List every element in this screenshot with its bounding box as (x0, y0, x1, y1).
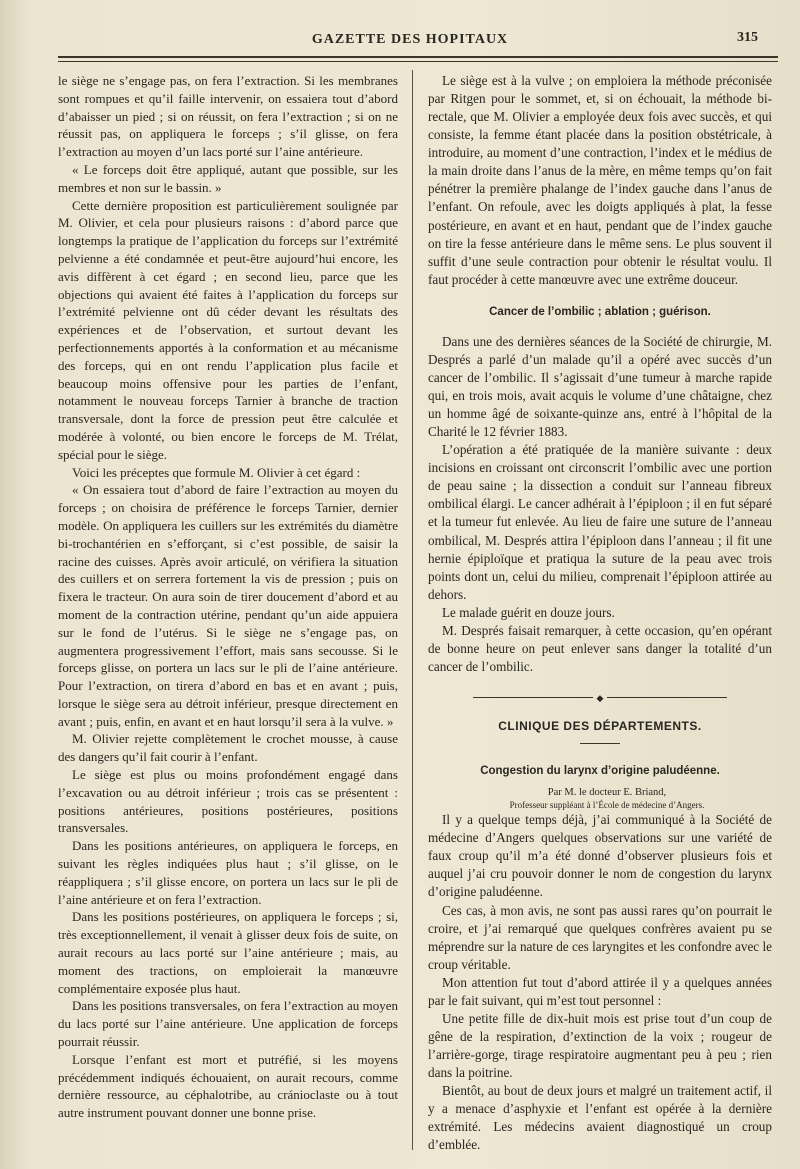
journal-title: GAZETTE DES HOPITAUX (311, 32, 509, 47)
author-affiliation: Professeur suppléant à l’École de médecine d’Angers. (509, 800, 705, 811)
author-byline: Par M. le docteur E. Briand, (547, 787, 667, 799)
paragraph: Ces cas, à mon avis, ne sont pas aussi rares qu’on pourrait le croire, et j’ai remarqué que quelques confrères avaient pu se méprendre sur la nature de ces laryngites et les confondre avec le croup véritable. (428, 902, 772, 972)
paragraph: Le siège est à la vulve ; on emploiera la méthode préconisée par Ritgen pour le sommet, et, si on échouait, la méthode bi-rectale, que M. Olivier a employée deux fois avec succès, et qui consiste, la femme étant placée dans la position obstétricale, à introduire, au moment d’une contraction, l’index et le médius de la main droite dans l’anus de la mère, en même temps qu’on fait pénétrer la première phalange de l’index gauche dans l’anus de l’enfant. On refoule, avec les doigts appliqués à plat, la fesse postérieure, en avant et en haut, pendant que de l’index gauche on tire la fesse antérieure dans le même sens. Le plus souvent il suffit d’une seule contraction pour obtenir le résultat voulu. Il faut procéder à cette manœuvre avec une extrême douceur. (428, 73, 772, 287)
paragraph: M. Després faisait remarquer, à cette occasion, qu’en opérant de bonne heure on peut enlever sans danger la totalité d’un cancer de l’ombilic. (428, 622, 772, 674)
column-divider (412, 70, 413, 1150)
paragraph: Il y a quelque temps déjà, j’ai communiqué à la Société de médecine d’Angers quelques observations sur une variété de faux croup qu’il m’a été donné d’observer plusieurs fois et auquel j’ai cru pouvoir donner le nom de congestion du larynx d’origine paludéenne. (428, 812, 772, 900)
section-separator-ornament: ◆ (428, 688, 772, 707)
short-rule (580, 743, 620, 744)
paragraph: Dans les positions antérieures, on appliquera le forceps, en suivant les règles indiquées plus haut ; s’il glisse, on le réappliquera ; s’il glisse encore, on portera un lacs sur le pli de l’aine antérieure et on fera l’extraction. (58, 838, 398, 907)
paragraph: M. Olivier rejette complètement le crochet mousse, à cause des dangers qu’il fait courir à l’enfant. (58, 731, 398, 765)
paragraph: Bientôt, au bout de deux jours et malgré un traitement actif, il y a menace d’asphyxie et l’enfant est opérée à la dernière extrémité. Les médecins avaient diagnostiqué un croup d’emblée. (428, 1083, 772, 1153)
header-rule-thin (58, 61, 778, 62)
left-column (58, 72, 398, 1122)
section-heading-cancer: Cancer de l’ombilic ; ablation ; guérison. (489, 305, 711, 318)
section-heading-clinique: CLINIQUE DES DÉPARTEMENTS. (498, 719, 702, 734)
paragraph: le siège ne s’engage pas, on fera l’extraction. Si les membranes sont rompues et qu’il faille intervenir, on essaiera tout d’abord d’abaisser un pied ; si on réussit, on fera l’extraction ; si on ne réussit pas, on appliquera le forceps ; s’il glisse, on fera l’extraction au moyen d’un lacs porté sur l’aine antérieure. (58, 73, 398, 160)
paragraph: Mon attention fut tout d’abord attirée il y a quelques années par le fait suivant, qui m’est tout personnel : (428, 974, 772, 1008)
paragraph: Lorsque l’enfant est mort et putréfié, si les moyens précédemment indiqués échouaient, on aurait recours, comme dernière ressource, au céphalotribe, au cránioclaste ou à tout autre instrument pouvant donner une bonne prise. (58, 1051, 398, 1121)
paragraph: Le malade guérit en douze jours. (442, 604, 615, 620)
right-column (428, 72, 772, 1154)
paragraph: Dans les positions postérieures, on appliquera le forceps ; si, très exceptionnellement, il venait à glisser deux fois de suite, on aurait recours au lacs porté sur l’aine antérieure ; mais, au moment des tractions, on emploierait la manœuvre complémentaire exposée plus haut. (58, 909, 398, 996)
paragraph: « Le forceps doit être appliqué, autant que possible, sur les membres et non sur le bassin. » (58, 161, 398, 195)
paragraph: L’opération a été pratiquée de la manière suivante : deux incisions en croissant ont circonscrit l’ombilic avec une portion de peau saine ; la dissection a conduit sur l’anneau fibreux ombilical élargi. Le cancer adhérait à l’épiploon ; il en fut séparé et la tumeur fut enlevée. Au lieu de faire une suture de l’anneau ombilical, M. Després attira l’épiploon dans l’anneau ; il fit une hernie épiploïque et pratiqua la suture de la peau avec trois points dont un, celui du milieu, comprenait l’épiploon attirée au dehors. (428, 442, 772, 602)
header-rule-thick (58, 56, 778, 58)
paragraph: « On essaiera tout d’abord de faire l’extraction au moyen du forceps ; on choisira de préférence le forceps Tarnier, dernier modèle. On appliquera les cuillers sur les extrémités du diamètre bi-trochantérien en s’efforçant, si c’est possible, de saisir la racine des cuisses. Après avoir articulé, on vérifiera la situation des cuillers et on serrera fortement la vis de pression ; puis on fixera le tracteur. On aura soin de tirer doucement d’abord et au moment de la contraction utérine, pendant qu’un aide appuiera sur le fond de l’utérus. Si le siège ne s’engage pas, on augmentera progressivement l’effort, mais sans secousse. Si le forceps glisse, on portera un lacs sur le pli de l’aine antérieure. Pour l’extraction, on tirera d’abord en bas et en avant ; puis, lorsque le siège sera au détroit inférieur, presque directement en avant ; puis, enfin, en avant et en haut lorsqu’il sera à la vulve. » (58, 482, 398, 729)
page-number: 315 (737, 30, 758, 45)
article-title: Congestion du larynx d’origine paludéenne. (480, 765, 720, 778)
paragraph: Cette dernière proposition est particulièrement soulignée par M. Olivier, et cela pour plusieurs raisons : d’abord parce que longtemps la pratique de l’application du forceps sur l’extrémité pelvienne a été condamnée et peut-être aujourd’hui encore, les avis diffèrent à cet égard ; en second lieu, parce que les objections qui avaient été faites à l’application du forceps sur l’extrémité pelvienne ont dû céder devant les résultats des expériences et de l’observation, et surtout devant les perfectionnements apportés à la conformation et au mécanisme des forceps, qui en ont rendu l’application plus facile et beaucoup moins offensive pour les parties de l’enfant, notamment le nouveau forceps Tarnier à branche de traction transversale, dont la force de pression peut être calculée et modérée à volonté, ou bien encore le forceps de M. Trélat, spécial pour le siège. (58, 197, 398, 462)
paragraph: Dans les positions transversales, on fera l’extraction au moyen du lacs porté sur l’aine antérieure. Une application de forceps pourrait réussir. (58, 998, 398, 1050)
paragraph: Le siège est plus ou moins profondément engagé dans l’excavation ou au détroit inférieur ; trois cas se présentent : positions antérieures, positions postérieures, positions transversales. (58, 767, 398, 836)
paragraph: Voici les préceptes que formule M. Olivier à cet égard : (72, 464, 361, 480)
paragraph: Une petite fille de dix-huit mois est prise tout d’un coup de gêne de la respiration, d’extinction de la voix ; rougeur de l’arrière-gorge, tirage respiratoire augmentant peu à peu ; rien dans la poitrine. (428, 1010, 772, 1081)
page-header (50, 28, 770, 54)
paragraph: Dans une des dernières séances de la Société de chirurgie, M. Després a parlé d’un malade qu’il a opéré avec succès d’un cancer de l’ombilic. Il s’agissait d’une tumeur à marche rapide qui, en trois mois, avait acquis le volume d’une châtaigne, chez un homme âgé de soixante-quinze ans, entré à l’hôpital de la Charité le 12 février 1883. (428, 333, 772, 440)
